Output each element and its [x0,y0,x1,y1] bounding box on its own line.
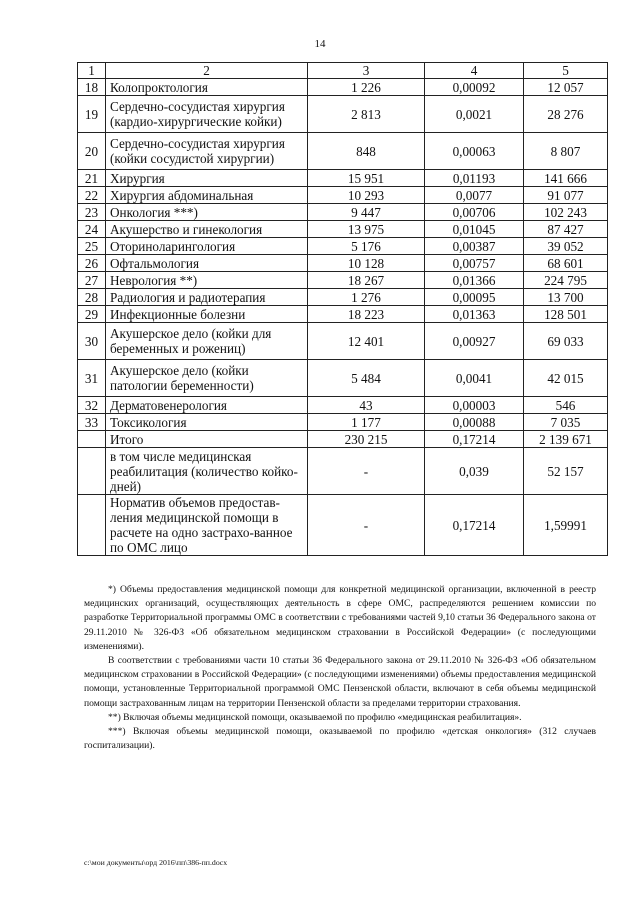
table-row [78,306,608,323]
row-cases: 18 267 [308,272,425,289]
row-norm: 0,0021 [425,96,524,133]
row-cost: 39 052 [524,238,608,255]
table-row [78,323,608,360]
row-norm: 0,039 [425,448,524,495]
row-cost: 7 035 [524,414,608,431]
row-profile-name: Акушерство и гинекология [106,221,308,238]
row-norm: 0,01045 [425,221,524,238]
row-number: 23 [78,204,106,221]
table-row [78,431,608,448]
row-cost: 28 276 [524,96,608,133]
row-profile-name: Хирургия абдоминальная [106,187,308,204]
row-cases: 10 128 [308,255,425,272]
row-cost: 546 [524,397,608,414]
row-cases: - [308,448,425,495]
row-cases: 10 293 [308,187,425,204]
row-profile-name: Итого [106,431,308,448]
row-number: 32 [78,397,106,414]
row-profile-name: Хирургия [106,170,308,187]
row-number: 26 [78,255,106,272]
row-number: 30 [78,323,106,360]
row-cost: 141 666 [524,170,608,187]
footnote: ***) Включая объемы медицинской помощи, оказываемой по профилю «детская онкология» (312 случаев госпитализации). [84,726,596,752]
row-number [78,448,106,495]
row-number: 22 [78,187,106,204]
row-number: 25 [78,238,106,255]
table-row [78,221,608,238]
row-norm: 0,00757 [425,255,524,272]
row-cases: 18 223 [308,306,425,323]
table-header-row [78,63,608,79]
row-cost: 1,59991 [524,495,608,556]
row-number: 24 [78,221,106,238]
row-number: 33 [78,414,106,431]
row-norm: 0,00092 [425,79,524,96]
row-cases: 9 447 [308,204,425,221]
row-cost: 68 601 [524,255,608,272]
table-row [78,133,608,170]
table-row [78,204,608,221]
row-number: 29 [78,306,106,323]
header-cell: 3 [308,63,425,79]
header-cell: 4 [425,63,524,79]
row-cases: 12 401 [308,323,425,360]
header-cell: 1 [78,63,106,79]
row-cases: 5 484 [308,360,425,397]
row-cases: 2 813 [308,96,425,133]
row-cost: 69 033 [524,323,608,360]
footnote: **) Включая объемы медицинской помощи, оказываемой по профилю «медицинская реабилитация». [108,711,522,723]
row-cost: 12 057 [524,79,608,96]
table-row [78,495,608,556]
table-row [78,448,608,495]
row-profile-name: Акушерское дело (койки патологии беременности) [106,360,308,397]
row-profile-name: в том числе медицинская реабилитация (количество койко-дней) [106,448,308,495]
row-cost: 87 427 [524,221,608,238]
row-norm: 0,17214 [425,431,524,448]
row-norm: 0,00706 [425,204,524,221]
row-norm: 0,01366 [425,272,524,289]
row-profile-name: Сердечно-сосудистая хирургия (койки сосудистой хирургии) [106,133,308,170]
row-cost: 13 700 [524,289,608,306]
row-norm: 0,00927 [425,323,524,360]
header-cell: 5 [524,63,608,79]
row-norm: 0,00063 [425,133,524,170]
row-profile-name: Дерматовенерология [106,397,308,414]
row-norm: 0,01363 [425,306,524,323]
row-norm: 0,0041 [425,360,524,397]
row-profile-name: Оториноларингология [106,238,308,255]
row-cases: 848 [308,133,425,170]
row-cases: 13 975 [308,221,425,238]
table-row [78,187,608,204]
row-profile-name: Неврология **) [106,272,308,289]
row-norm: 0,0077 [425,187,524,204]
row-cost: 102 243 [524,204,608,221]
row-cases: 5 176 [308,238,425,255]
table-row [78,289,608,306]
row-cost: 224 795 [524,272,608,289]
row-profile-name: Токсикология [106,414,308,431]
table-row [78,79,608,96]
file-path-footer: c:\мои документы\орд 2016\пп\386-пп.docx [84,858,228,867]
row-number [78,495,106,556]
header-cell: 2 [106,63,308,79]
row-number [78,431,106,448]
row-cost: 2 139 671 [524,431,608,448]
row-norm: 0,00387 [425,238,524,255]
table-row [78,414,608,431]
row-profile-name: Онкология ***) [106,204,308,221]
table-row [78,96,608,133]
row-number: 31 [78,360,106,397]
footnotes [84,583,596,753]
row-profile-name: Радиология и радиотерапия [106,289,308,306]
row-profile-name: Офтальмология [106,255,308,272]
row-profile-name: Сердечно-сосудистая хирургия (кардио-хирургические койки) [106,96,308,133]
row-cost: 42 015 [524,360,608,397]
row-profile-name: Норматив объемов предостав-ления медицинской помощи в расчете на одно застрахо-ванное по ОМС лицо [106,495,308,556]
row-profile-name: Инфекционные болезни [106,306,308,323]
row-number: 20 [78,133,106,170]
row-cases: - [308,495,425,556]
row-norm: 0,00095 [425,289,524,306]
row-cost: 52 157 [524,448,608,495]
row-norm: 0,00088 [425,414,524,431]
row-cases: 230 215 [308,431,425,448]
row-norm: 0,01193 [425,170,524,187]
row-cost: 8 807 [524,133,608,170]
table-row [78,272,608,289]
row-number: 28 [78,289,106,306]
page-number: 14 [314,38,326,50]
row-profile-name: Колопроктология [106,79,308,96]
table-row [78,397,608,414]
row-number: 21 [78,170,106,187]
table-row [78,255,608,272]
row-profile-name: Акушерское дело (койки для беременных и рожениц) [106,323,308,360]
row-cases: 1 276 [308,289,425,306]
table-row [78,170,608,187]
row-number: 18 [78,79,106,96]
row-norm: 0,00003 [425,397,524,414]
volumes-table [77,62,608,556]
footnote: *) Объемы предоставления медицинской помощи для конкретной медицинской организации, включенной в реестр медицинских организаций, осуществляющих деятельность в сфере ОМС, распределяются решением комиссии по разработке Территориальной программы ОМС в соответствии с требованиями частей 9,10 статьи 36 Федерального закона от 29.11.2010 № 326-ФЗ «Об обязательном медицинском страховании в Российской Федерации» (с последующими изменениями). [84,584,596,652]
row-cases: 1 177 [308,414,425,431]
row-number: 19 [78,96,106,133]
row-norm: 0,17214 [425,495,524,556]
table-row [78,360,608,397]
row-cases: 43 [308,397,425,414]
row-cases: 15 951 [308,170,425,187]
row-cost: 91 077 [524,187,608,204]
row-cases: 1 226 [308,79,425,96]
footnote: В соответствии с требованиями части 10 статьи 36 Федерального закона от 29.11.2010 № 326-ФЗ «Об обязательном медицинском страховании в Российской Федерации» (с последующими изменениями) объемы предоставления медицинской помощи, установленные Территориальной программой ОМС Пензенской области, включают в себя объемы медицинской помощи застрахованным лицам на территории Пензенской области за пределами территории страхования. [84,655,596,709]
row-number: 27 [78,272,106,289]
table-row [78,238,608,255]
row-cost: 128 501 [524,306,608,323]
